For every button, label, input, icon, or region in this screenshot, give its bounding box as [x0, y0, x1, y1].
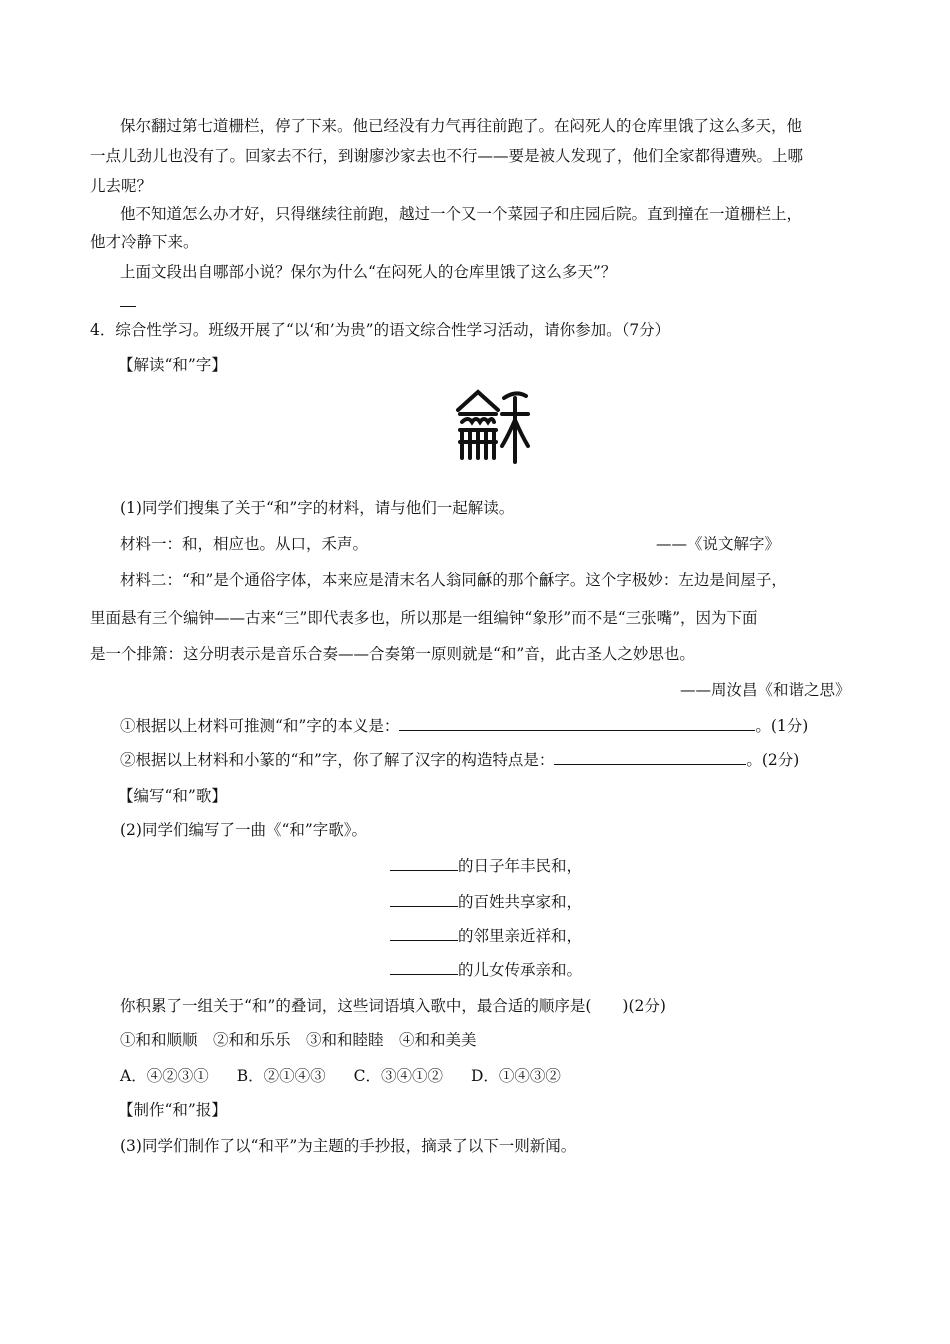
song-line	[390, 926, 582, 946]
song-line	[390, 960, 582, 980]
question-1a-prefix: ①根据以上材料可推测“和”字的本义是：	[120, 717, 400, 735]
material-2-line3: 是一个排箫：这分明表示是音乐合奏——合奏第一原则就是“和”音，此古圣人之妙思也。	[90, 645, 695, 663]
question-4-title: 4．综合性学习。班级开展了“以‘和’为贵”的语文综合性学习活动，请你参加。（7分）	[90, 321, 671, 339]
material-1: 材料一：和，相应也。从口，禾声。	[120, 535, 369, 553]
section-heading-interpret: 【解读“和”字】	[118, 356, 227, 374]
song-text: 的邻里亲近祥和，	[458, 927, 583, 945]
seal-script-he-image	[448, 384, 532, 468]
question-1b	[120, 750, 799, 770]
material-2-line2: 里面悬有三个编钟——古来“三”即代表多也，所以那是一组编钟“象形”而不是“三张嘴”，因为下面	[90, 609, 758, 627]
song-blank[interactable]	[390, 856, 458, 871]
question-1a	[120, 716, 808, 736]
option-a[interactable]: A．④②③①	[120, 1067, 209, 1085]
word-list: ①和和顺顺 ②和和乐乐 ③和和睦睦 ④和和美美	[120, 1031, 477, 1049]
option-c[interactable]: C．③④①②	[353, 1067, 443, 1085]
sub-question-1: (1)同学们搜集了关于“和”字的材料，请与他们一起解读。	[120, 499, 515, 517]
section-heading-song: 【编写“和”歌】	[118, 787, 227, 805]
question-1a-suffix: 。(1分)	[755, 717, 809, 735]
answer-blank[interactable]	[120, 292, 136, 312]
material-2-line1: 材料二：“和”是个通俗字体，本来应是清末名人翁同龢的那个龢字。这个字极妙：左边是间屋子，	[120, 571, 787, 589]
song-text: 的百姓共享家和，	[458, 893, 583, 911]
option-b[interactable]: B．②①④③	[236, 1067, 326, 1085]
sub-question-3: (3)同学们制作了以“和平”为主题的手抄报，摘录了以下一则新闻。	[120, 1137, 577, 1155]
song-line	[390, 856, 582, 876]
song-line	[390, 892, 582, 912]
passage-p1-line2: 一点儿劲儿也没有了。回家去不行，到谢廖沙家去也不行——要是被人发现了，他们全家都得遭殃。上哪	[90, 147, 804, 165]
question-1b-prefix: ②根据以上材料和小篆的“和”字，你了解了汉字的构造特点是：	[120, 751, 555, 769]
sub-question-2: (2)同学们编写了一曲《“和”字歌》。	[120, 821, 368, 839]
song-text: 的日子年丰民和，	[458, 857, 583, 875]
passage-question: 上面文段出自哪部小说？保尔为什么“在闷死人的仓库里饿了这么多天”？	[120, 263, 617, 281]
passage-p1-line1: 保尔翻过第七道栅栏，停了下来。他已经没有力气再往前跑了。在闷死人的仓库里饿了这么多天，他	[120, 117, 803, 135]
section-heading-newspaper: 【制作“和”报】	[118, 1101, 227, 1119]
song-blank[interactable]	[390, 892, 458, 907]
material-1-source: ——《说文解字》	[656, 535, 781, 553]
choice-options	[120, 1066, 589, 1086]
song-text: 的儿女传承亲和。	[458, 961, 583, 979]
answer-blank-1b[interactable]	[554, 750, 746, 765]
answer-blank-1a[interactable]	[399, 716, 755, 731]
passage-p2-line2: 他才冷静下来。	[90, 233, 199, 251]
passage-p2-line1: 他不知道怎么办才好，只得继续往前跑，越过一个又一个菜园子和庄园后院。直到撞在一道栅栏上，	[120, 205, 803, 223]
option-d[interactable]: D．①④③②	[470, 1067, 561, 1085]
question-2-prompt: 你积累了一组关于“和”的叠词，这些词语填入歌中，最合适的顺序是( )(2分)	[120, 997, 666, 1015]
passage-p1-line3: 儿去呢？	[90, 177, 153, 195]
question-1b-suffix: 。(2分)	[746, 751, 800, 769]
material-2-source: ——周汝昌《和谐之思》	[680, 681, 851, 699]
song-blank[interactable]	[390, 960, 458, 975]
song-blank[interactable]	[390, 926, 458, 941]
